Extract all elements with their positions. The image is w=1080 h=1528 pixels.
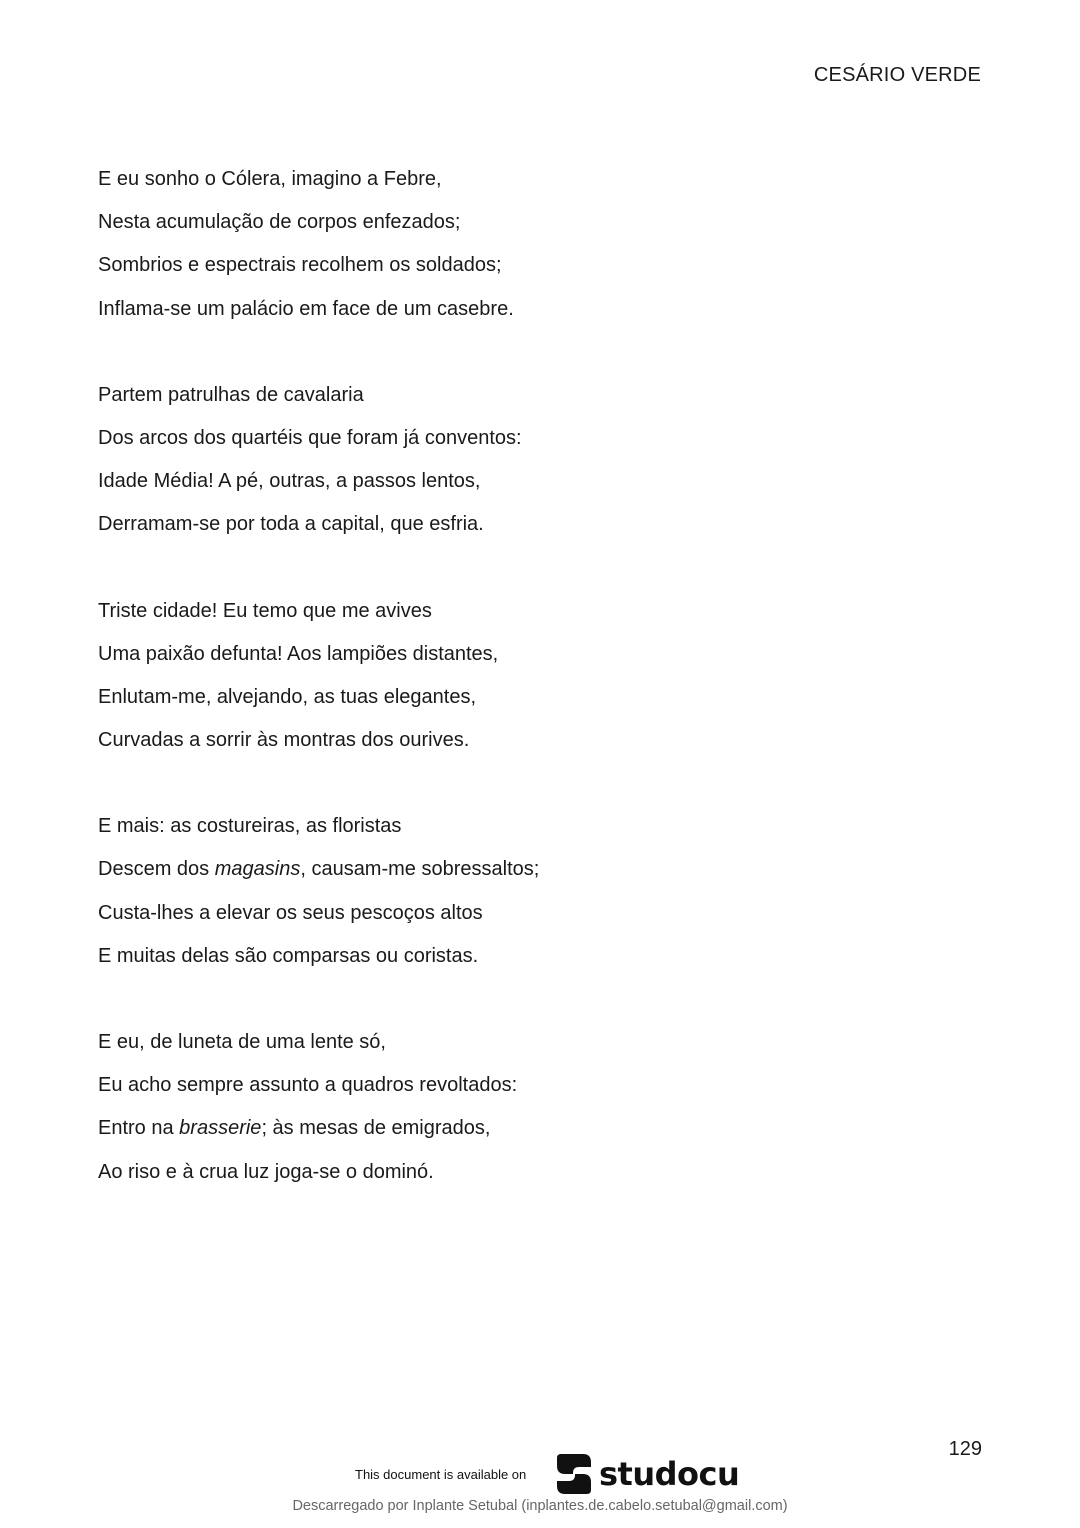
poem-line: Eu acho sempre assunto a quadros revoltados: — [98, 1074, 518, 1097]
line-text: ; às mesas de emigrados, — [261, 1117, 491, 1140]
footer — [0, 1450, 1080, 1528]
poem — [98, 158, 918, 1237]
poem-line — [98, 848, 918, 891]
poem-line: E eu, de luneta de uma lente só, — [98, 1031, 386, 1053]
poem-line: Dos arcos dos quartéis que foram já conventos: — [98, 426, 522, 449]
studocu-logo-icon — [553, 1452, 595, 1496]
stanza — [98, 805, 918, 978]
stanza — [98, 374, 918, 547]
poem-line: Curvadas a sorrir às montras dos ourives. — [98, 729, 470, 752]
poem-line: Sombrios e espectrais recolhem os soldados; — [98, 254, 502, 277]
download-note: Descarregado por Inplante Setubal (inplantes.de.cabelo.setubal@gmail.com) — [292, 1498, 788, 1514]
poem-line: E mais: as costureiras, as floristas — [98, 815, 402, 838]
poem-line: E eu sonho o Cólera, imagino a Febre, — [98, 168, 442, 190]
available-text: This document is available on — [355, 1467, 527, 1482]
italic-word: magasins — [214, 858, 301, 881]
line-text: Entro na — [98, 1117, 180, 1140]
poem-line: Idade Média! A pé, outras, a passos lentos, — [98, 470, 481, 493]
stanza — [98, 590, 918, 763]
italic-word: brasserie — [179, 1117, 262, 1140]
poem-line: Inflama-se um palácio em face de um casebre. — [98, 297, 514, 320]
stanza — [98, 1021, 918, 1194]
page-number: 129 — [948, 1438, 982, 1460]
poem-line: Ao riso e à crua luz joga-se o dominó. — [98, 1160, 434, 1183]
poem-line: E muitas delas são comparsas ou coristas. — [98, 944, 479, 967]
poem-line: Partem patrulhas de cavalaria — [98, 383, 364, 406]
poem-line: Derramam-se por toda a capital, que esfria. — [98, 513, 484, 536]
author-header: CESÁRIO VERDE — [813, 64, 981, 86]
poem-line: Triste cidade! Eu temo que me avives — [98, 599, 432, 622]
line-text: , causam-me sobressaltos; — [300, 858, 540, 881]
line-text: Descem dos — [98, 858, 215, 881]
poem-line: Nesta acumulação de corpos enfezados; — [98, 211, 461, 234]
poem-line — [98, 1107, 918, 1150]
poem-line: Custa-lhes a elevar os seus pescoços altos — [98, 901, 483, 924]
stanza — [98, 158, 918, 331]
poem-line: Enlutam-me, alvejando, as tuas elegantes, — [98, 685, 476, 708]
studocu-logo-link[interactable] — [553, 1452, 739, 1496]
poem-line: Uma paixão defunta! Aos lampiões distantes, — [98, 642, 499, 665]
studocu-logo-text: studocu — [599, 1455, 740, 1493]
